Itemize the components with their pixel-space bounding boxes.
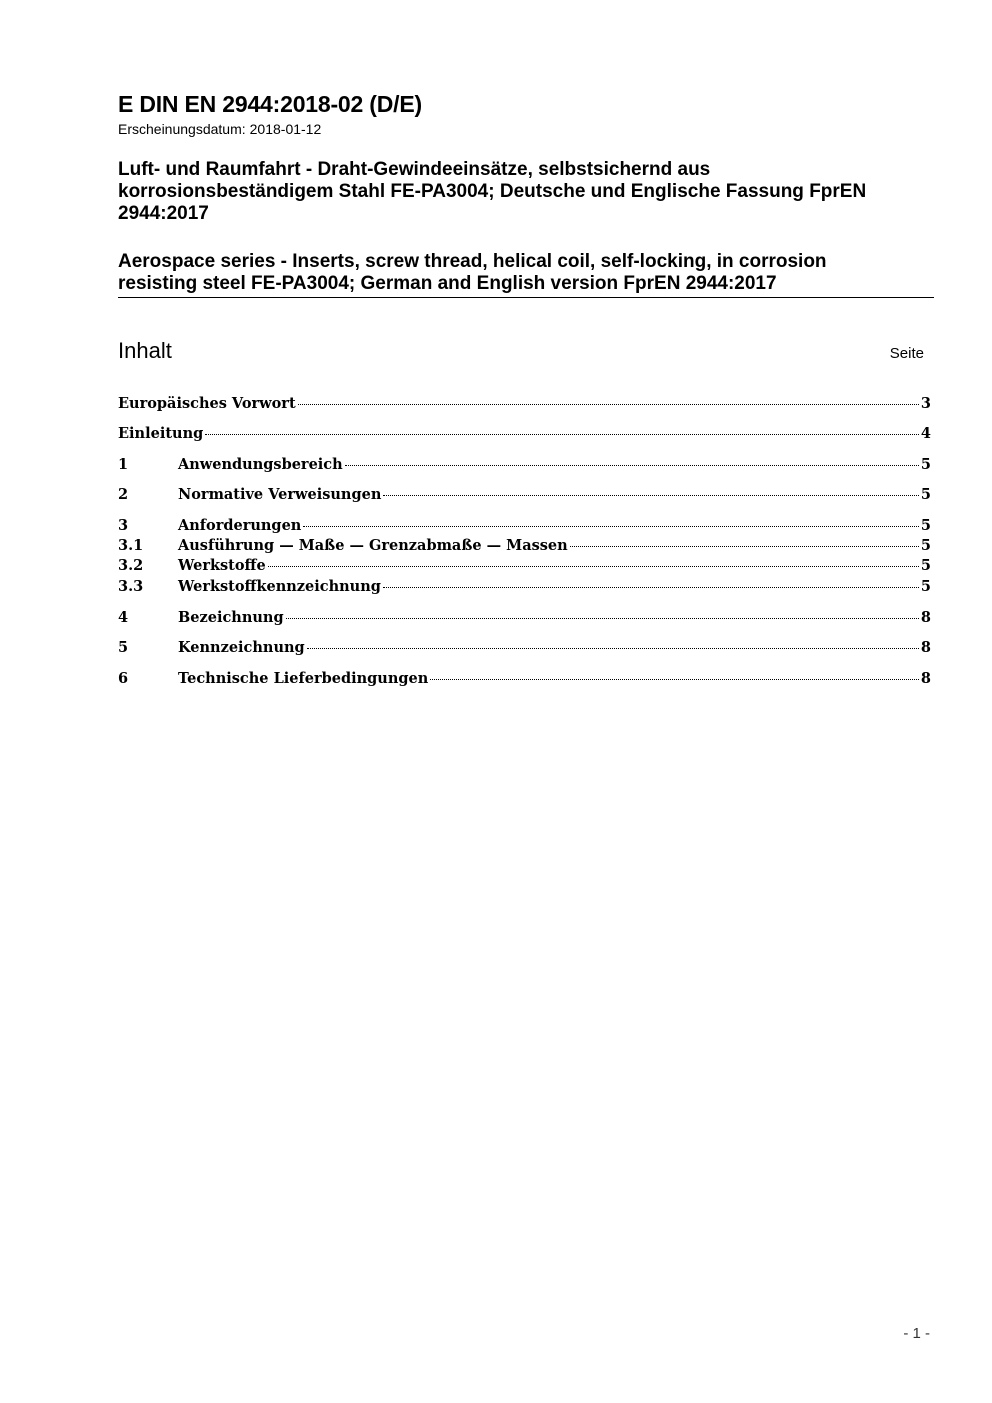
toc-entry[interactable] bbox=[118, 456, 931, 476]
toc-entry-number: 3.3 bbox=[118, 578, 144, 595]
toc-leader-dots bbox=[383, 587, 919, 588]
toc-leader-dots bbox=[570, 546, 919, 547]
toc-entry-number: 3 bbox=[118, 517, 129, 534]
title-german-line: 2944:2017 bbox=[118, 203, 209, 224]
toc-entry[interactable] bbox=[118, 670, 931, 690]
title-english-line: Aerospace series - Inserts, screw thread, helical coil, self-locking, in corrosion bbox=[118, 251, 827, 272]
toc-entry[interactable] bbox=[118, 537, 931, 557]
toc-entry-page: 3 bbox=[920, 395, 931, 412]
title-german bbox=[118, 159, 918, 225]
title-divider bbox=[118, 297, 934, 298]
toc-heading: Inhalt bbox=[118, 338, 172, 363]
toc-entry[interactable] bbox=[118, 486, 931, 506]
toc-entry-title: Kennzeichnung bbox=[178, 639, 305, 656]
toc-entry-page: 5 bbox=[920, 557, 931, 574]
title-german-line: korrosionsbeständigem Stahl FE-PA3004; Deutsche und Englische Fassung FprEN bbox=[118, 181, 867, 202]
toc-entry[interactable] bbox=[118, 395, 931, 415]
title-english bbox=[118, 251, 918, 295]
toc-entry-number: 5 bbox=[118, 639, 129, 656]
toc-leader-dots bbox=[303, 526, 919, 527]
document-number: E DIN EN 2944:2018-02 (D/E) bbox=[118, 91, 422, 117]
toc-entry-title: Anwendungsbereich bbox=[178, 456, 343, 473]
toc-entry[interactable] bbox=[118, 557, 931, 577]
toc-leader-dots bbox=[383, 495, 919, 496]
publication-date-value: 2018-01-12 bbox=[249, 121, 322, 137]
toc-entry-title: Normative Verweisungen bbox=[178, 486, 382, 503]
toc-entry-title: Werkstoffkennzeichnung bbox=[178, 578, 381, 595]
toc-entry-page: 8 bbox=[920, 639, 931, 656]
page-number: - 1 - bbox=[903, 1325, 930, 1342]
toc-entry-title: Ausführung — Maße — Grenzabmaße — Massen bbox=[178, 537, 568, 554]
toc-page-column-label: Seite bbox=[889, 345, 924, 362]
title-german-line: Luft- und Raumfahrt - Draht-Gewindeeinsätze, selbstsichernd aus bbox=[118, 159, 711, 180]
publication-date bbox=[118, 121, 321, 137]
toc-leader-dots bbox=[345, 465, 919, 466]
toc-leader-dots bbox=[298, 404, 919, 405]
toc-entry-number: 4 bbox=[118, 609, 129, 626]
toc-entry-title: Europäisches Vorwort bbox=[118, 395, 296, 412]
toc-entry-page: 4 bbox=[920, 425, 931, 442]
toc-leader-dots bbox=[286, 618, 919, 619]
toc-leader-dots bbox=[307, 648, 919, 649]
title-english-line: resisting steel FE-PA3004; German and English version FprEN 2944:2017 bbox=[118, 273, 777, 294]
toc-entry[interactable] bbox=[118, 517, 931, 537]
publication-date-label: Erscheinungsdatum: bbox=[118, 121, 246, 137]
toc-entry-title: Anforderungen bbox=[178, 517, 302, 534]
toc-entry-page: 5 bbox=[920, 456, 931, 473]
toc-entry-title: Einleitung bbox=[118, 425, 204, 442]
toc-leader-dots bbox=[268, 566, 919, 567]
toc-entry-number: 3.2 bbox=[118, 557, 144, 574]
toc-entry-number: 6 bbox=[118, 670, 129, 687]
toc-leader-dots bbox=[205, 434, 919, 435]
toc-leader-dots bbox=[430, 679, 919, 680]
toc-entry-page: 8 bbox=[920, 609, 931, 626]
toc-entry-page: 5 bbox=[920, 517, 931, 534]
toc-entry-page: 5 bbox=[920, 578, 931, 595]
toc-entry-title: Technische Lieferbedingungen bbox=[178, 670, 429, 687]
toc-entry-title: Werkstoffe bbox=[178, 557, 266, 574]
toc-entry-page: 5 bbox=[920, 486, 931, 503]
toc-entry-number: 3.1 bbox=[118, 537, 144, 554]
toc-entry-title: Bezeichnung bbox=[178, 609, 284, 626]
toc-entry-page: 5 bbox=[920, 537, 931, 554]
toc-entry-number: 2 bbox=[118, 486, 129, 503]
toc-entry[interactable] bbox=[118, 609, 931, 629]
toc-entry-page: 8 bbox=[920, 670, 931, 687]
toc-entry[interactable] bbox=[118, 425, 931, 445]
toc-entry[interactable] bbox=[118, 639, 931, 659]
toc-entry-number: 1 bbox=[118, 456, 129, 473]
toc-entry[interactable] bbox=[118, 578, 931, 598]
